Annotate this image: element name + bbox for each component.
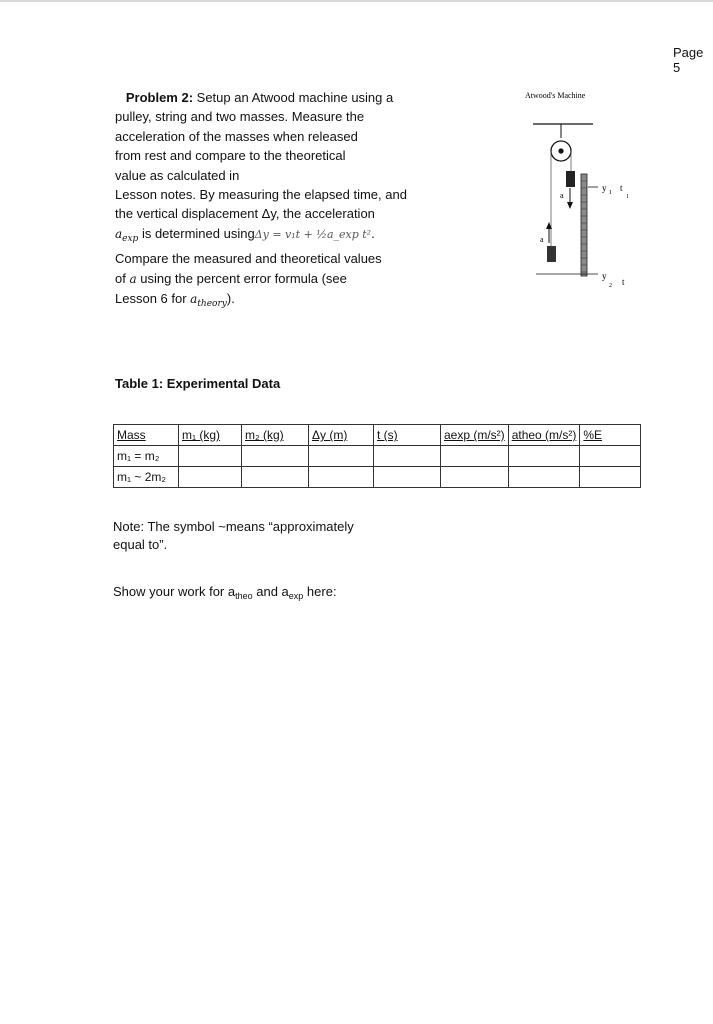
cell[interactable] xyxy=(179,446,242,467)
header-atheo: atheo (m/s²) xyxy=(508,425,580,446)
y1-sub: 1 xyxy=(609,190,612,196)
cell[interactable] xyxy=(242,446,309,467)
line10-post: using the percent error formula (see xyxy=(136,270,347,286)
experimental-data-table xyxy=(113,424,641,488)
page-number: Page 5 xyxy=(673,45,704,75)
a-theory-sub: theory xyxy=(197,299,227,310)
problem-line-6: Lesson notes. By measuring the elapsed time, and xyxy=(115,187,407,203)
line11-pre: Lesson 6 for xyxy=(115,291,191,307)
cell[interactable] xyxy=(580,467,641,488)
work-mid: and a xyxy=(252,584,289,599)
cell[interactable] xyxy=(580,446,641,467)
line10-pre: of xyxy=(115,270,130,286)
mass-m1 xyxy=(566,171,575,187)
cell[interactable] xyxy=(508,467,580,488)
cell[interactable] xyxy=(309,467,374,488)
row-mass-label: m₁ ~ 2m₂ xyxy=(114,467,179,488)
row-mass-label: m₁ = m₂ xyxy=(114,446,179,467)
problem-line-8: $a_{exp}$ is determined usingΔy = v₁t + ½a_exp t². xyxy=(115,225,375,244)
header-aexp: aexp (m/s²) xyxy=(441,425,509,446)
a-theory-var: a xyxy=(190,292,198,307)
a-exp-var: a xyxy=(115,226,123,241)
kinematic-equation: Δy = v₁t + ½a_exp t² xyxy=(254,227,372,241)
y2-sub: 2 xyxy=(609,283,612,289)
a-var: a xyxy=(129,271,137,286)
t1-sub: 1 xyxy=(626,194,629,200)
arrow-down-icon xyxy=(567,202,573,209)
diagram-title: Atwood's Machine xyxy=(525,91,586,100)
cell[interactable] xyxy=(508,446,580,467)
header-t: t (s) xyxy=(374,425,441,446)
note xyxy=(113,518,383,554)
header-mass: Mass xyxy=(114,425,179,446)
problem-line-7: the vertical displacement Δy, the acceleration xyxy=(115,206,375,222)
problem-line-1: Setup an Atwood machine using a xyxy=(196,90,394,105)
cell[interactable] xyxy=(374,446,441,467)
problem-line-11 xyxy=(115,289,415,314)
header-percent-error: %E xyxy=(580,425,641,446)
y2-label: y xyxy=(602,271,607,281)
cell[interactable] xyxy=(441,446,509,467)
table-row xyxy=(114,446,641,467)
pulley-axle xyxy=(558,148,563,153)
problem-line-5: value as calculated in xyxy=(115,167,240,183)
table-row xyxy=(114,467,641,488)
t1-label: t xyxy=(620,183,623,193)
accel-label-lower: a xyxy=(540,235,544,244)
t2-label: t xyxy=(622,277,625,287)
cell[interactable] xyxy=(242,467,309,488)
line11-post: ). xyxy=(226,291,235,307)
problem-statement xyxy=(115,88,415,314)
meter-stick xyxy=(581,174,587,276)
work-pre: Show your work for a xyxy=(113,584,236,599)
show-work-prompt xyxy=(113,584,337,601)
work-sub-exp: exp xyxy=(288,591,304,601)
a-exp-sub: exp xyxy=(122,233,139,244)
accel-label-upper: a xyxy=(560,191,564,200)
header-m1: m₁ (kg) xyxy=(179,425,242,446)
work-post: here: xyxy=(303,584,337,599)
problem-label: Problem 2: xyxy=(125,90,194,105)
header-m2: m₂ (kg) xyxy=(242,425,309,446)
cell[interactable] xyxy=(179,467,242,488)
note-line-2: equal to”. xyxy=(113,537,168,552)
problem-line-2: pulley, string and two masses. Measure the xyxy=(115,109,365,125)
problem-line-9: Compare the measured and theoretical values xyxy=(115,251,382,267)
work-sub-theo: theo xyxy=(235,591,253,601)
problem-line-4: from rest and compare to the theoretical xyxy=(115,148,346,164)
cell[interactable] xyxy=(374,467,441,488)
note-line-1: Note: The symbol ~means “approximately xyxy=(113,519,354,534)
problem-line-8-text: is determined using xyxy=(138,225,255,241)
problem-line-10 xyxy=(115,269,415,289)
header-dy: Δy (m) xyxy=(309,425,374,446)
top-edge xyxy=(0,0,713,2)
table-title: Table 1: Experimental Data xyxy=(115,376,281,391)
table-header-row xyxy=(114,425,641,446)
y1-label: y xyxy=(602,183,607,193)
mass-m2 xyxy=(547,246,556,262)
problem-line-3: acceleration of the masses when released xyxy=(115,128,358,144)
atwood-machine-diagram xyxy=(518,86,658,296)
cell[interactable] xyxy=(441,467,509,488)
cell[interactable] xyxy=(309,446,374,467)
